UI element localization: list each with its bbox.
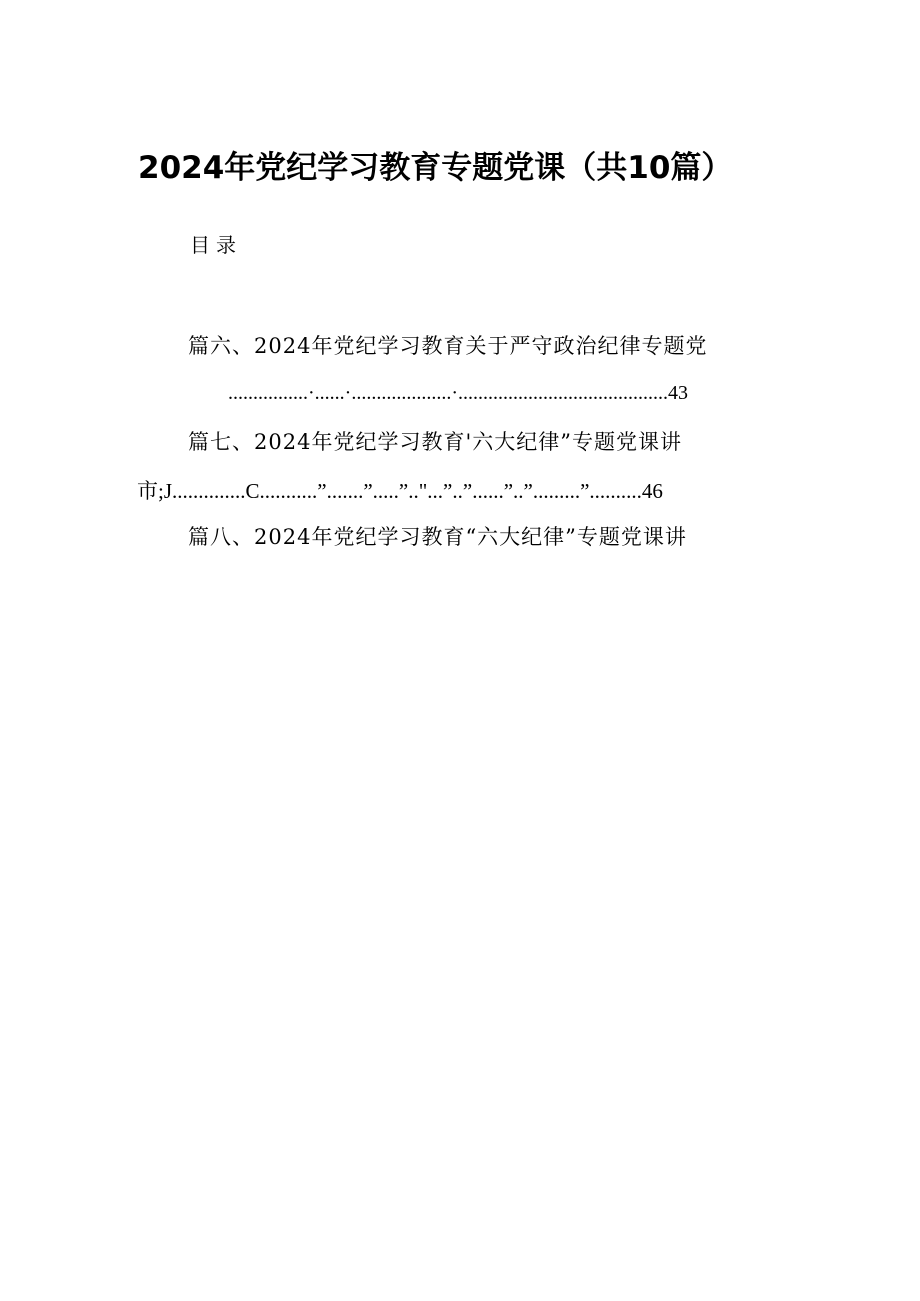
toc-entry-8-title: 篇八、2024年党纪学习教育“六大纪律”专题党课讲 <box>188 525 687 549</box>
toc-entry-6-title: 篇六、2024年党纪学习教育关于严守政治纪律专题党 <box>188 334 708 358</box>
document-title: 2024年党纪学习教育专题党课（共10篇） <box>138 150 733 186</box>
toc-entry-6-leader-page: ................·......·....................·..........................................43 <box>228 382 688 404</box>
toc-entry-7-leader-page: 市;J..............C...........”.......”.....”.."...”..”......”..”.........”..........46 <box>137 479 663 503</box>
toc-entry-7-title: 篇七、2024年党纪学习教育'六大纪律”专题党课讲 <box>188 430 682 454</box>
toc-heading: 目录 <box>190 233 242 257</box>
